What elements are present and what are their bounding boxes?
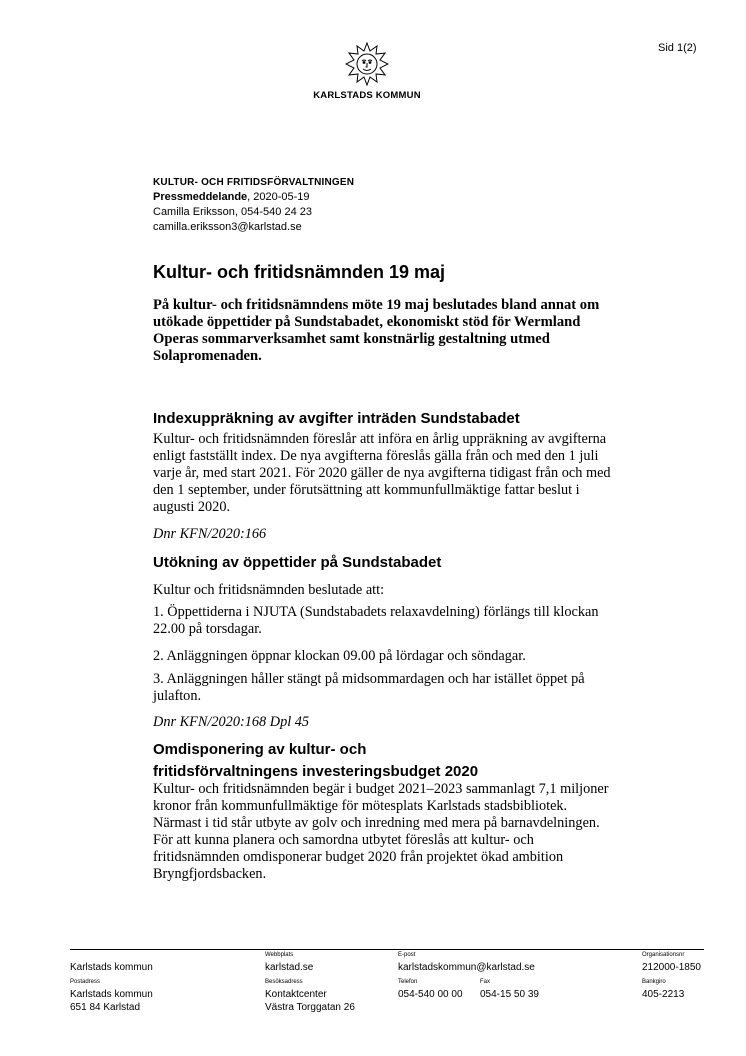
footer-orgnr-label: Organisationsnr bbox=[642, 952, 685, 958]
footer-webbplats-label: Webbplats bbox=[265, 952, 294, 958]
section-heading: Utökning av öppettider på Sundstabadet bbox=[153, 554, 442, 571]
dnr-reference: Dnr KFN/2020:168 Dpl 45 bbox=[153, 714, 310, 730]
footer-bankgiro: 405-2213 bbox=[642, 989, 685, 1000]
section-body: Kultur- och fritidsnämnden föreslår att införa en årlig uppräkning av avgifterna enligt fastställt index. De nya avgifterna föreslås gälla från och med den 1 juli varje år, med start 2021. För 2020 gäller de nya avgifterna tidigast från och med den 1 september, under förutsättning att kommunfullmäktige fattar beslut i augusti 2020. bbox=[153, 431, 611, 515]
list-item: 3. Anläggningen håller stängt på midsommardagen och har istället öppet på julafton. bbox=[153, 671, 585, 704]
section-body: Kultur- och fritidsnämnden begär i budget 2021–2023 sammanlagt 7,1 miljoner kronor från kommunfullmäktige för mötesplats Karlstads stadsbibliotek. Närmast i tid står utbyte av golv och inredning med mera på barnavdelningen. För att kunna planera och samordna utbytet föreslås att kultur- och fritidsnämnden omdisponerar budget 2020 från projektet ökad ambition Bryngfjordsbacken. bbox=[153, 781, 609, 882]
press-label: Pressmeddelande bbox=[153, 191, 248, 203]
footer-epost-link[interactable]: karlstadskommun@karlstad.se bbox=[398, 962, 535, 973]
footer-divider bbox=[70, 949, 704, 950]
footer-fax-label: Fax bbox=[480, 979, 491, 985]
press-line bbox=[153, 190, 354, 205]
page-number: Sid 1(2) bbox=[658, 42, 697, 54]
department-name: KULTUR- OCH FRITIDSFÖRVALTNINGEN bbox=[153, 177, 355, 188]
page-title: Kultur- och fritidsnämnden 19 maj bbox=[153, 262, 446, 282]
logo-text: KARLSTADS KOMMUN bbox=[313, 90, 421, 101]
footer-postadress-2: 651 84 Karlstad bbox=[70, 1002, 141, 1013]
footer-orgnr: 212000-1850 bbox=[642, 962, 701, 973]
section-omdisponering bbox=[153, 740, 618, 883]
section-oppettider bbox=[153, 553, 618, 572]
footer-webbplats-link[interactable]: karlstad.se bbox=[265, 962, 314, 973]
list-item: 2. Anläggningen öppnar klockan 09.00 på lördagar och söndagar. bbox=[153, 648, 526, 664]
footer-bankgiro-label: Bankgiro bbox=[642, 979, 666, 985]
section-heading-line-2: fritidsförvaltningens investeringsbudget 2020 bbox=[153, 763, 479, 780]
footer-telefon-label: Telefon bbox=[398, 979, 418, 985]
sun-face-emblem-icon bbox=[345, 42, 389, 86]
footer-org-name: Karlstads kommun bbox=[70, 962, 153, 973]
section-heading-line-1: Omdisponering av kultur- och bbox=[153, 741, 367, 758]
press-date: , 2020-05-19 bbox=[247, 191, 310, 203]
section-intro: Kultur och fritidsnämnden beslutade att: bbox=[153, 582, 385, 598]
footer-epost-label: E-post bbox=[398, 952, 416, 958]
footer-postadress-label: Postadress bbox=[70, 979, 101, 985]
ingress-paragraph: På kultur- och fritidsnämndens möte 19 maj beslutades bland annat om utökade öppettider på Sundstabadet, ekonomiskt stöd för Wermland Operas sommarverksamhet samt konstnärlig gestaltning utmed Solapromenaden. bbox=[153, 297, 600, 364]
section-indexupprakning bbox=[153, 409, 618, 516]
municipality-logo bbox=[302, 42, 432, 101]
footer-besoksadress-2: Västra Torggatan 26 bbox=[265, 1002, 355, 1013]
contact-person: Camilla Eriksson, 054-540 24 23 bbox=[153, 206, 312, 218]
footer-besoksadress-1: Kontaktcenter bbox=[265, 989, 327, 1000]
dnr-reference: Dnr KFN/2020:166 bbox=[153, 526, 267, 542]
section-heading: Indexuppräkning av avgifter inträden Sundstabadet bbox=[153, 410, 520, 427]
footer-besoksadress-label: Besöksadress bbox=[265, 979, 303, 985]
sender-block bbox=[153, 175, 354, 235]
footer-postadress-1: Karlstads kommun bbox=[70, 989, 153, 1000]
footer-fax: 054-15 50 39 bbox=[480, 989, 539, 1000]
list-item: 1. Öppettiderna i NJUTA (Sundstabadets relaxavdelning) förlängs till klockan 22.00 på torsdagar. bbox=[153, 604, 599, 637]
footer-telefon: 054-540 00 00 bbox=[398, 989, 463, 1000]
contact-email: camilla.eriksson3@karlstad.se bbox=[153, 221, 302, 233]
